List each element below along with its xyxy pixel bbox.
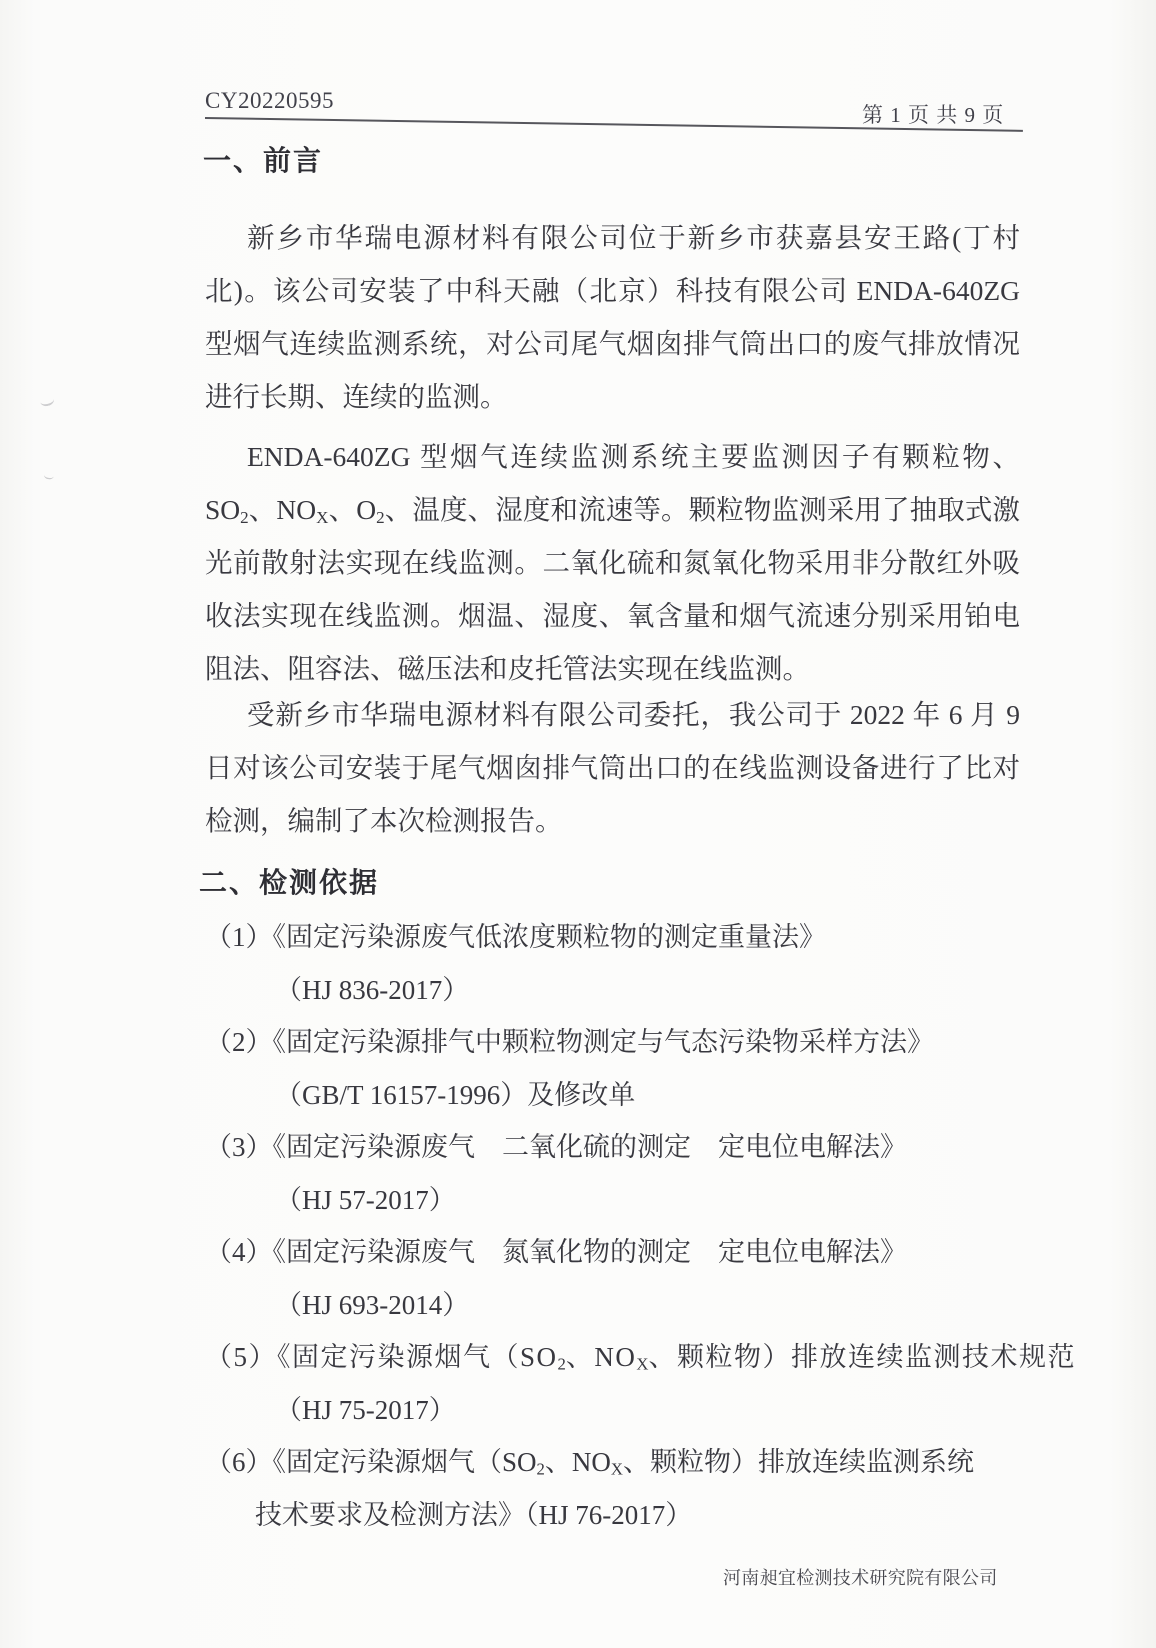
list-item-title: （3）《固定污染源废气 二氧化硫的测定 定电位电解法》 bbox=[205, 1132, 907, 1162]
reference-list bbox=[205, 911, 1145, 1541]
paragraph-line: $SO_2$、$NO_X$、$O_2$、温度、湿度和流速等。颗粒物监测采用了抽取式激 bbox=[205, 494, 1020, 527]
paragraph-line: 型烟气连续监测系统，对公司尾气烟囱排气筒出口的废气排放情况 bbox=[205, 328, 1020, 359]
scan-artifact bbox=[44, 471, 55, 480]
list-item-title: （4）《固定污染源废气 氮氧化物的测定 定电位电解法》 bbox=[205, 1237, 907, 1267]
paragraph-line: 阻法、阻容法、磁压法和皮托管法实现在线监测。 bbox=[205, 653, 810, 684]
section-2-heading: 二、检测依据 bbox=[199, 867, 380, 898]
list-item-standard: 技术要求及检测方法》（HJ 76-2017） bbox=[255, 1499, 693, 1530]
list-item-standard: （HJ 836-2017） bbox=[275, 974, 470, 1005]
paragraph-3 bbox=[205, 688, 1020, 847]
page-indicator: 第 1 页 共 9 页 bbox=[862, 103, 1005, 127]
list-item-title: （1）《固定污染源废气低浓度颗粒物的测定重量法》 bbox=[205, 922, 826, 952]
paragraph-line: 日对该公司安装于尾气烟囱排气筒出口的在线监测设备进行了比对 bbox=[205, 752, 1020, 783]
paragraph-line: ENDA-640ZG 型烟气连续监测系统主要监测因子有颗粒物、 bbox=[247, 441, 1020, 472]
company-footer: 河南昶宜检测技术研究院有限公司 bbox=[723, 1568, 998, 1588]
paragraph-line: 新乡市华瑞电源材料有限公司位于新乡市获嘉县安王路(丁村 bbox=[247, 222, 1020, 253]
list-item-title: （2）《固定污染源排气中颗粒物测定与气态污染物采样方法》 bbox=[205, 1027, 934, 1057]
report-number: CY20220595 bbox=[205, 88, 334, 113]
list-item-standard: （HJ 693-2014） bbox=[275, 1289, 470, 1320]
paragraph-line: 检测，编制了本次检测报告。 bbox=[205, 805, 563, 836]
scan-artifact bbox=[39, 394, 55, 408]
list-item-standard: （GB/T 16157-1996）及修改单 bbox=[275, 1079, 636, 1110]
list-item-standard: （HJ 57-2017） bbox=[275, 1184, 456, 1215]
section-1-heading: 一、前言 bbox=[203, 145, 324, 176]
paragraph-line: 进行长期、连续的监测。 bbox=[205, 381, 508, 412]
paragraph-line: 收法实现在线监测。烟温、湿度、氧含量和烟气流速分别采用铂电 bbox=[205, 600, 1020, 631]
list-item-title: （6）《固定污染源烟气（$SO_2$、$NO_X$、颗粒物）排放连续监测系统 bbox=[205, 1447, 974, 1479]
paragraph-line: 受新乡市华瑞电源材料有限公司委托，我公司于 2022 年 6 月 9 bbox=[247, 699, 1020, 730]
paragraph-1 bbox=[205, 211, 1020, 423]
list-item-standard: （HJ 75-2017） bbox=[275, 1394, 456, 1425]
paragraph-line: 北)。该公司安装了中科天融（北京）科技有限公司 ENDA-640ZG bbox=[205, 275, 1020, 306]
paragraph-line: 光前散射法实现在线监测。二氧化硫和氮氧化物采用非分散红外吸 bbox=[205, 547, 1020, 578]
list-item-title: （5）《固定污染源烟气（$SO_2$、$NO_X$、颗粒物）排放连续监测技术规范 bbox=[205, 1342, 1076, 1374]
paragraph-2 bbox=[205, 430, 1020, 695]
